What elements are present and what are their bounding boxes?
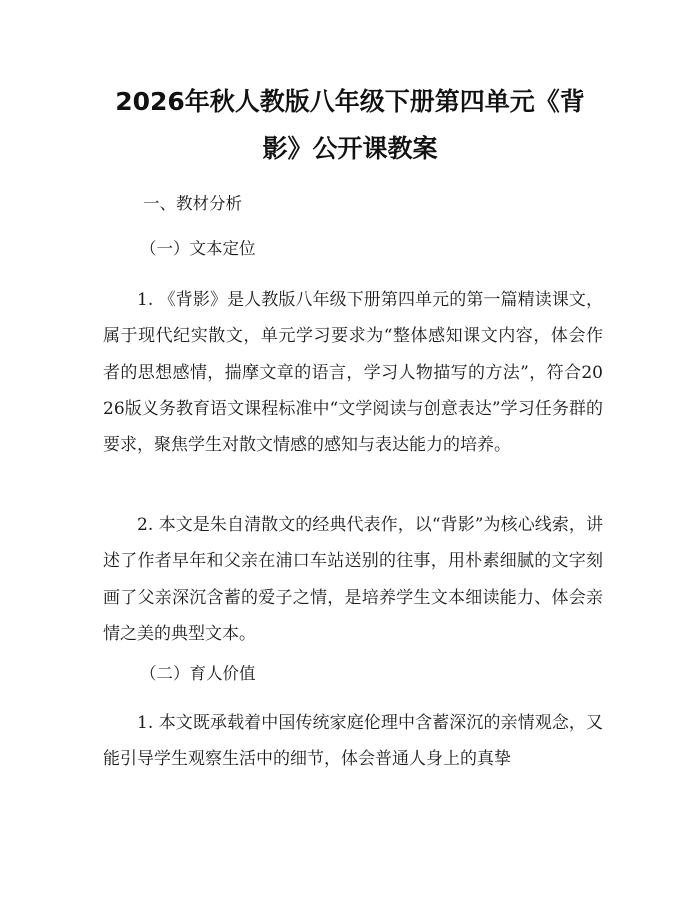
paragraph-educational-value-1: 1. 本文既承载着中国传统家庭伦理中含蓄深沉的亲情观念，又能引导学生观察生活中的细节，体会普通人身上的真挚 — [103, 713, 603, 770]
section-heading-textbook-analysis: 一、教材分析 — [143, 194, 242, 213]
subsection-heading-text-positioning: （一）文本定位 — [140, 239, 256, 258]
paragraph-text-positioning-1: 1. 《背影》是人教版八年级下册第四单元的第一篇精读课文，属于现代纪实散文，单元学习要求为“整体感知课文内容，体会作者的思想感情，揣摩文章的语言，学习人物描写的方法”，符合2026版义务教育语文课程标准中“文学阅读与创意表达”学习任务群的要求，聚焦学生对散文情感的感知与表达能力的培养。 — [103, 290, 603, 456]
document-title-line-1: 2026年秋人教版八年级下册第四单元《背 — [115, 87, 585, 116]
document-title-line-2: 影》公开课教案 — [262, 134, 438, 163]
subsection-heading-educational-value: （二）育人价值 — [140, 664, 256, 683]
paragraph-text-positioning-2: 2. 本文是朱自清散文的经典代表作，以“背影”为核心线索，讲述了作者早年和父亲在浦口车站送别的往事，用朴素细腻的文字刻画了父亲深沉含蓄的爱子之情，是培养学生文本细读能力、体会亲情之美的典型文本。 — [103, 515, 603, 644]
